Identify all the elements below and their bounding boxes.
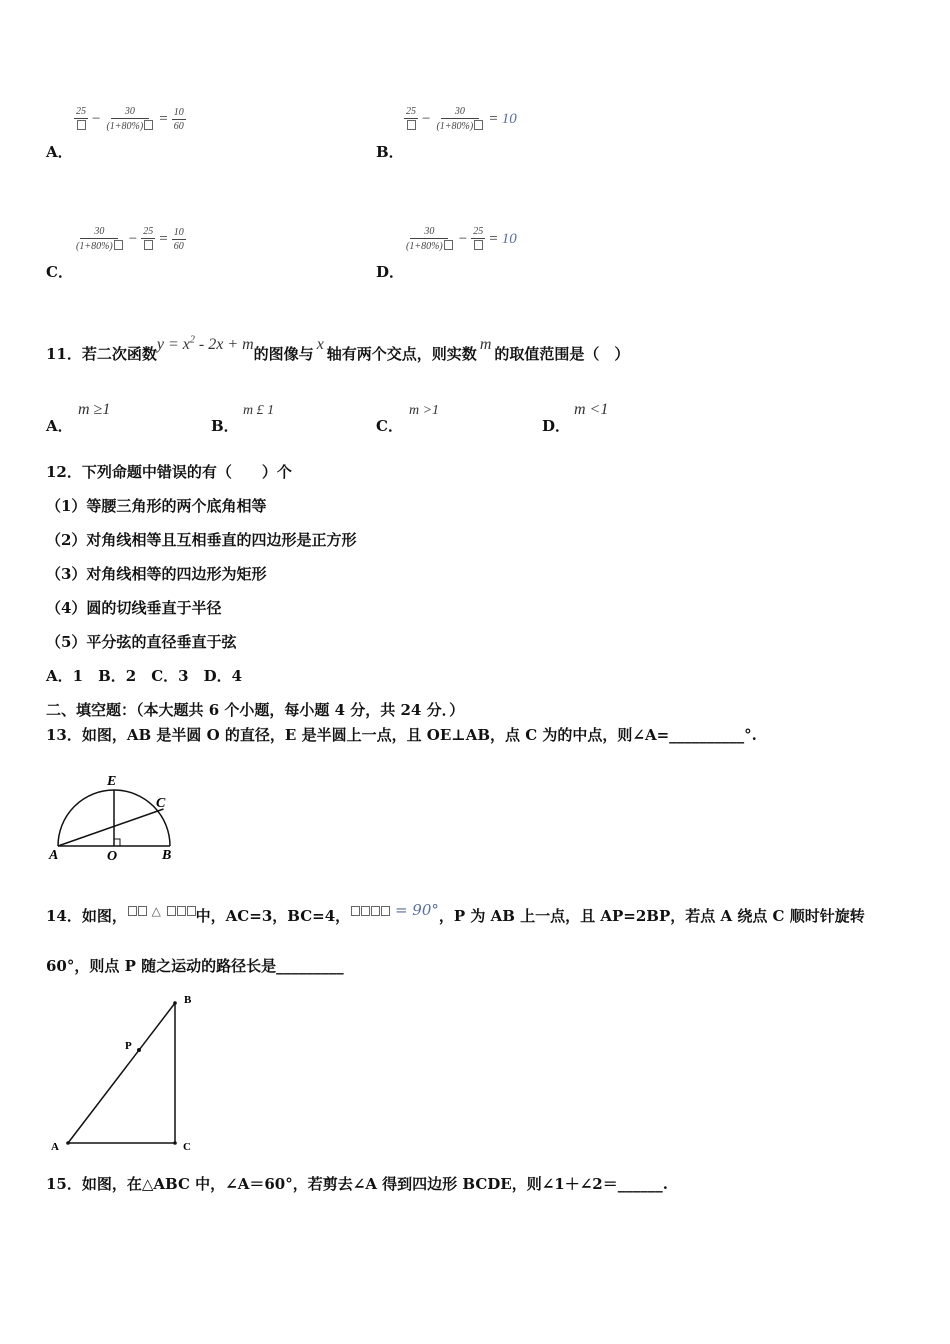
q11-option-d-expr: m <1 — [574, 401, 609, 418]
q11-option-a-expr: m ≥1 — [78, 401, 111, 418]
point-b — [173, 1001, 177, 1005]
label-a: A — [51, 1141, 59, 1153]
fraction: 25 — [404, 106, 418, 132]
q11-stem: 11．若二次函数$y = x^2 - 2x + m$的图像与x轴有两个交点，则实数m的取值范围是（ ） — [46, 334, 630, 363]
fraction: $\frac{10}{60}$ — [173, 106, 184, 132]
right-angle-mark — [114, 839, 120, 846]
q11-option-c-expr: m >1 — [409, 403, 440, 418]
fraction: $\frac{30}{(1+80\%)}$ — [104, 106, 155, 132]
q10-option-d: $\frac{30}{(1+80\%)}$ − 25 = 10 — [406, 226, 517, 252]
q14-stem-line2: 60°，则点 P 随之运动的路径长是_________ — [46, 957, 344, 975]
fraction: $\frac{30}{(1+80\%)}$ — [434, 106, 485, 132]
placeholder-box — [407, 120, 416, 130]
fraction: $\frac{10}{60}$ — [173, 226, 184, 252]
q11-option-b-expr: m £ 1 — [243, 403, 275, 418]
placeholder-box — [474, 240, 483, 250]
q12-item-5: （5）平分弦的直径垂直于弦 — [46, 633, 237, 651]
q12-stem: 12．下列命题中错误的有（ ）个 — [46, 463, 292, 481]
fraction: 25 — [141, 226, 155, 252]
q11-option-d-label: D． — [542, 417, 571, 435]
segment-ac — [58, 809, 164, 846]
label-b: B — [162, 848, 172, 863]
q12-item-2: （2）对角线相等且互相垂直的四边形是正方形 — [46, 531, 357, 549]
point-p — [137, 1048, 141, 1052]
placeholder-box — [144, 240, 153, 250]
q10-option-b-label: B． — [376, 143, 404, 161]
q13-semicircle-figure — [44, 768, 184, 868]
q12-item-3: （3）对角线相等的四边形为矩形 — [46, 565, 267, 583]
fraction: $\frac{30}{(1+80\%)}$ — [74, 226, 125, 252]
q14-triangle-figure — [44, 990, 204, 1160]
point-c — [173, 1141, 177, 1145]
angle-placeholder: = 90° — [350, 901, 439, 919]
placeholder-box — [77, 120, 86, 130]
label-b: B — [184, 994, 192, 1006]
q10-option-b: 25 − $\frac{30}{(1+80\%)}$ = 10 — [406, 106, 517, 132]
q10-option-c: $\frac{30}{(1+80\%)}$ − 25 = $\frac{10}{60}$ — [76, 226, 184, 252]
placeholder-box — [444, 240, 453, 250]
placeholder-box — [474, 120, 483, 130]
label-c: C — [156, 796, 166, 811]
section-2-title: 二、填空题：（本大题共 6 个小题，每小题 4 分，共 24 分．） — [46, 701, 465, 719]
q12-item-4: （4）圆的切线垂直于半径 — [46, 599, 222, 617]
q11-option-c-label: C． — [376, 417, 403, 435]
point-a — [66, 1141, 70, 1145]
q15-stem: 15．如图，在△ABC 中，∠A＝60°，若剪去∠A 得到四边形 BCDE，则∠1＋∠2＝______. — [46, 1175, 668, 1193]
q10-option-a: 25 − $\frac{30}{(1+80\%)}$ = $\frac{10}{60}$ — [76, 106, 184, 132]
label-p: P — [125, 1040, 132, 1052]
fraction: 25 — [471, 226, 485, 252]
fraction: 25 — [74, 106, 88, 132]
q10-option-c-label: C． — [46, 263, 73, 281]
triangle-placeholder: △ — [127, 901, 196, 919]
placeholder-box — [114, 240, 123, 250]
fraction: $\frac{30}{(1+80\%)}$ — [404, 226, 455, 252]
q11-option-a-label: A． — [46, 417, 73, 435]
label-c: C — [183, 1141, 191, 1153]
segment-ab — [68, 1003, 175, 1143]
q12-options: A．1 B．2 C．3 D．4 — [46, 667, 243, 685]
q13-stem: 13．如图，AB 是半圆 O 的直径，E 是半圆上一点，且 OE⊥AB，点 C 为的中点，则∠A=__________°. — [46, 726, 757, 744]
q10-option-a-label: A． — [46, 143, 73, 161]
q11-option-b-label: B． — [211, 417, 239, 435]
q14-stem-line1: 14．如图， △ 中，AC=3，BC=4， = 90°，P 为 AB 上一点，且 AP=2BP，若点 A 绕点 C 顺时针旋转 — [46, 901, 865, 925]
label-o: O — [107, 849, 118, 864]
label-e: E — [107, 774, 117, 789]
placeholder-box — [144, 120, 153, 130]
label-a: A — [49, 848, 59, 863]
q10-option-d-label: D． — [376, 263, 405, 281]
q12-item-1: （1）等腰三角形的两个底角相等 — [46, 497, 267, 515]
